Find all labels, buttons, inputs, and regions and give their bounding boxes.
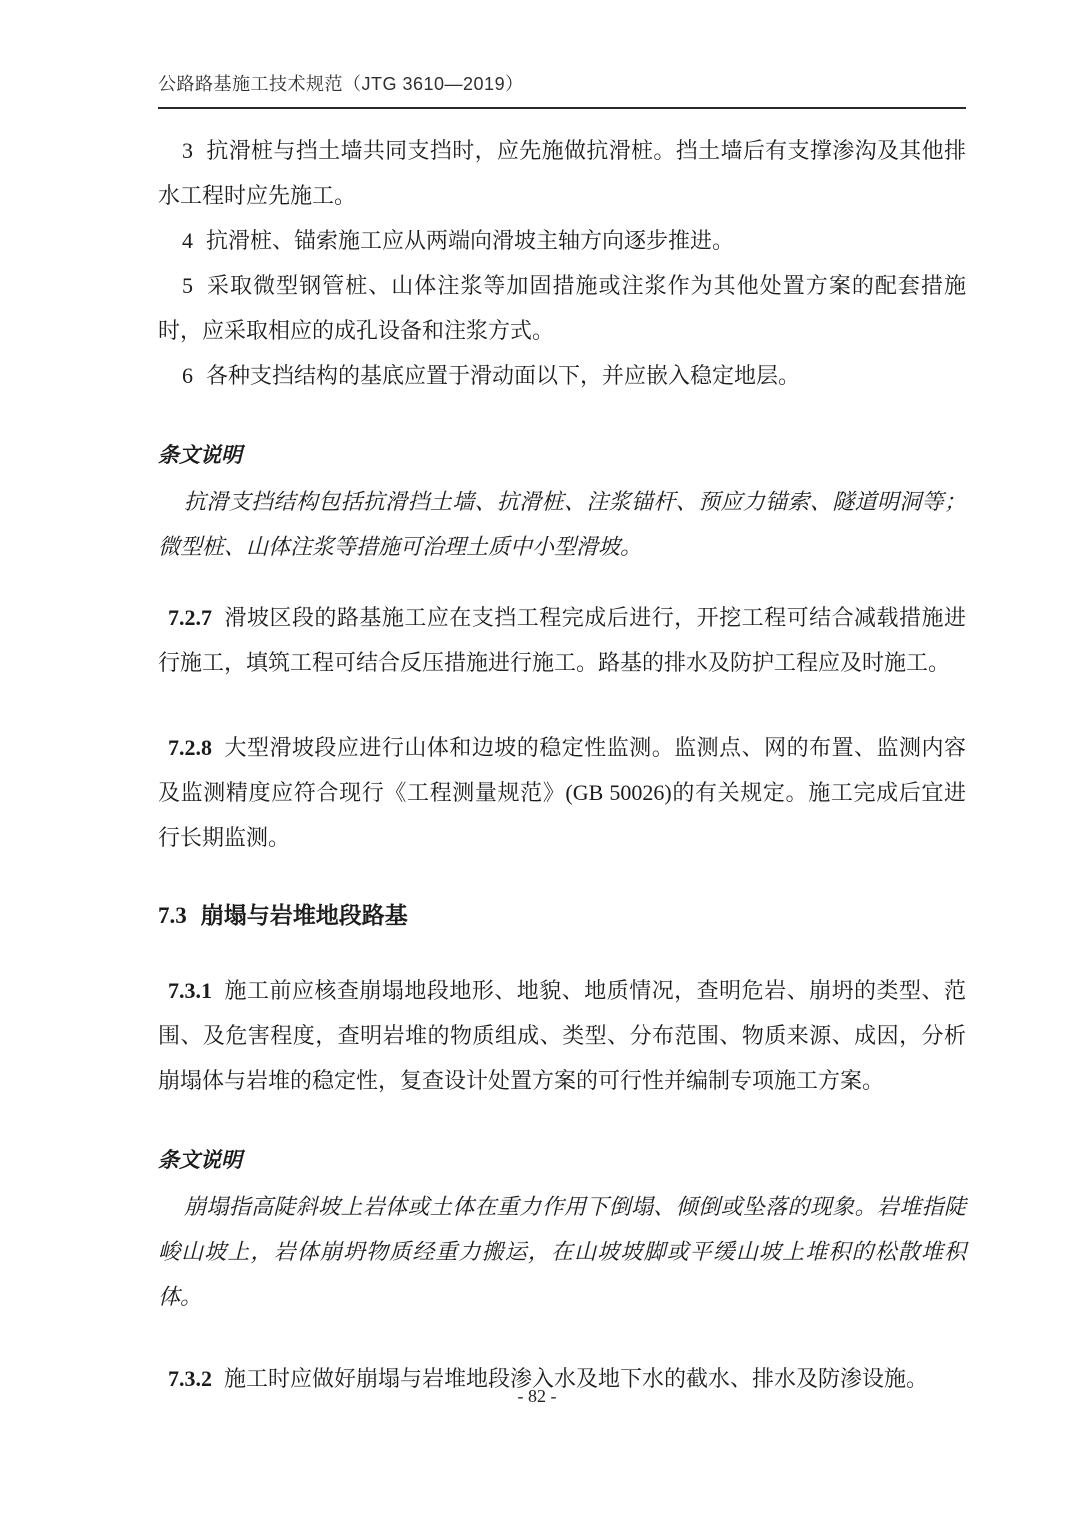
clause-3 (158, 128, 966, 218)
article-7-3-2-text: 施工时应做好崩塌与岩堆地段渗入水及地下水的截水、排水及防渗设施。 (224, 1366, 929, 1391)
article-7-2-7-number: 7.2.7 (168, 605, 212, 630)
clause-5 (158, 263, 966, 353)
clause-3-text: 抗滑桩与挡土墙共同支挡时，应先施做抗滑桩。挡土墙后有支撑渗沟及其他排水工程时应先施工。 (158, 138, 966, 208)
clause-5-text: 采取微型钢管桩、山体注浆等加固措施或注浆作为其他处置方案的配套措施时，应采取相应的成孔设备和注浆方式。 (158, 273, 966, 343)
explanation-2-heading: 条文说明 (158, 1148, 242, 1172)
explanation-1-heading: 条文说明 (158, 443, 242, 467)
clause-6-text: 各种支挡结构的基底应置于滑动面以下，并应嵌入稳定地层。 (206, 363, 801, 388)
clause-4 (158, 218, 966, 263)
clause-4-text: 抗滑桩、锚索施工应从两端向滑坡主轴方向逐步推进。 (206, 228, 735, 253)
article-7-2-8-number: 7.2.8 (168, 735, 212, 760)
article-7-2-7 (158, 595, 966, 685)
article-7-3-1-number: 7.3.1 (168, 978, 212, 1003)
clause-6 (158, 353, 966, 398)
clause-3-number: 3 (182, 138, 193, 163)
explanation-1-text: 抗滑支挡结构包括抗滑挡土墙、抗滑桩、注浆锚杆、预应力锚索、隧道明洞等；微型桩、山体注浆等措施可治理土质中小型滑坡。 (158, 489, 966, 559)
page-content (158, 0, 966, 1401)
running-header-title: 公路路基施工技术规范（JTG 3610—2019） (158, 74, 524, 94)
explanation-2-text: 崩塌指高陡斜坡上岩体或土体在重力作用下倒塌、倾倒或坠落的现象。岩堆指陡峻山坡上，岩体崩坍物质经重力搬运，在山坡坡脚或平缓山坡上堆积的松散堆积体。 (158, 1194, 966, 1309)
running-header (158, 70, 966, 109)
section-7-3-heading (158, 891, 966, 941)
clause-4-number: 4 (182, 228, 193, 253)
article-7-3-2-number: 7.3.2 (168, 1366, 212, 1391)
page-number: - 82 - (517, 1386, 557, 1406)
clause-6-number: 6 (182, 363, 193, 388)
clause-list (158, 128, 966, 398)
article-7-2-8 (158, 725, 966, 860)
article-7-2-8-text: 大型滑坡段应进行山体和边坡的稳定性监测。监测点、网的布置、监测内容及监测精度应符合现行《工程测量规范》(GB 50026)的有关规定。施工完成后宜进行长期监测。 (158, 735, 966, 850)
section-7-3-number: 7.3 (158, 903, 187, 928)
article-7-2-7-text: 滑坡区段的路基施工应在支挡工程完成后进行，开挖工程可结合减载措施进行施工，填筑工程可结合反压措施进行施工。路基的排水及防护工程应及时施工。 (158, 605, 966, 675)
article-7-3-1 (158, 968, 966, 1103)
section-7-3-title: 崩塌与岩堆地段路基 (200, 903, 408, 928)
clause-5-number: 5 (182, 273, 193, 298)
article-7-3-1-text: 施工前应核查崩塌地段地形、地貌、地质情况，查明危岩、崩坍的类型、范围、及危害程度，查明岩堆的物质组成、类型、分布范围、物质来源、成因，分析崩塌体与岩堆的稳定性，复查设计处置方案的可行性并编制专项施工方案。 (158, 978, 966, 1093)
